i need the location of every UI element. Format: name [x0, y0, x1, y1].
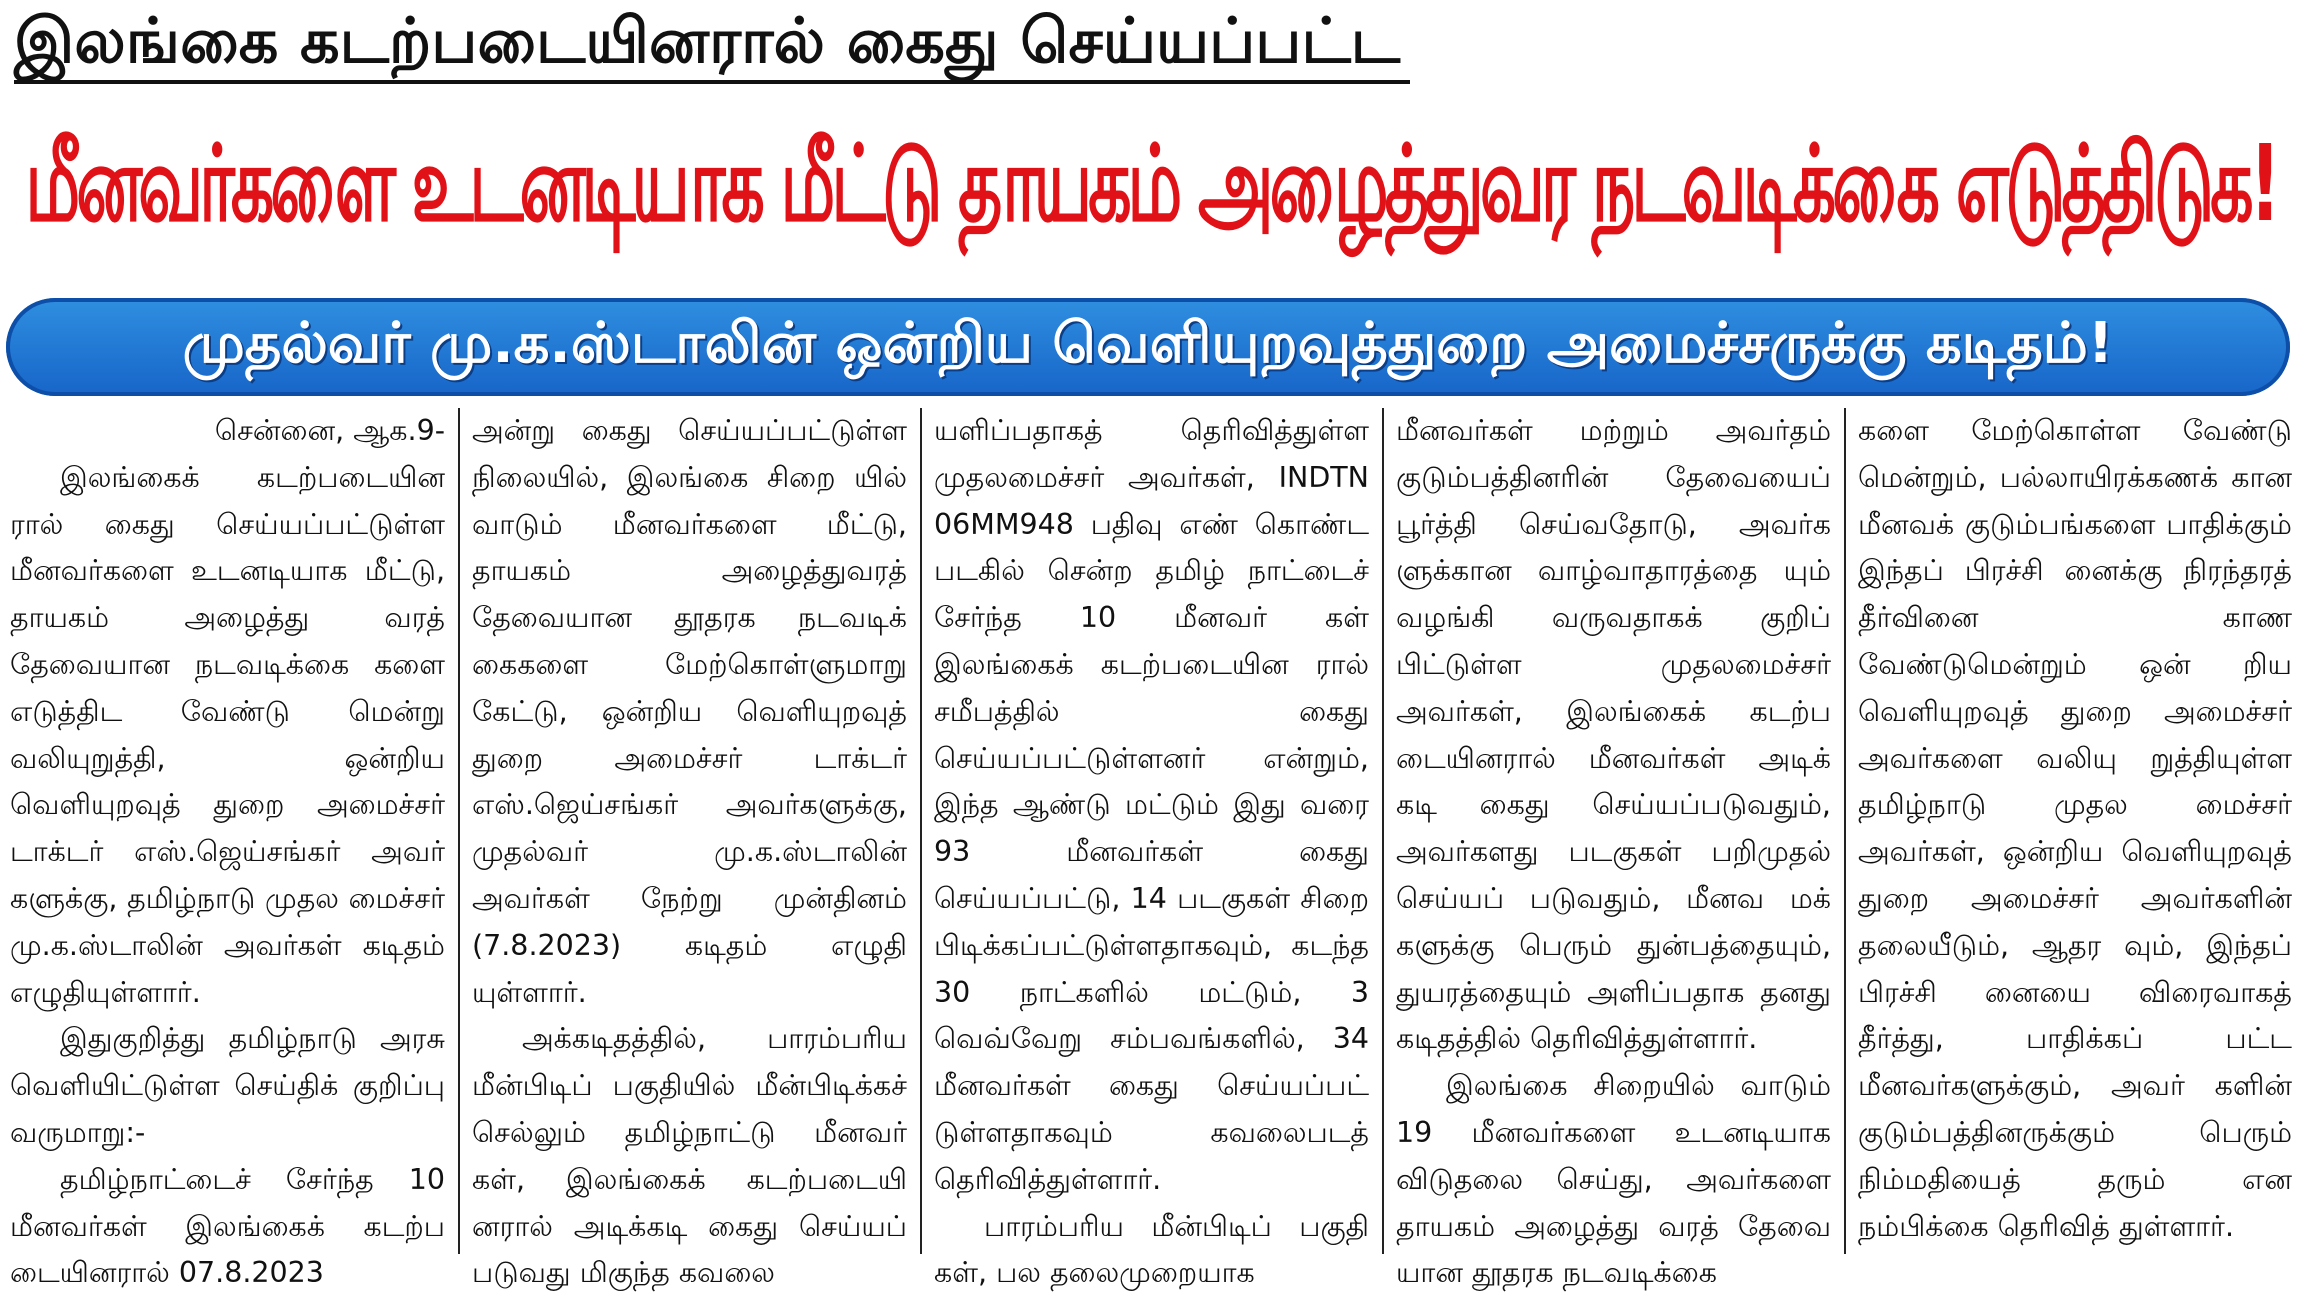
paragraph: அன்று கைது செய்யப்பட்டுள்ள நிலையில், இலங்கை சிறை யில் வாடும் மீனவர்களை மீட்டு, தாயகம் அழைத்துவரத் தேவையான தூதரக நடவடிக் கைகளை மேற்கொள்ளுமாறு கேட்டு, ஒன்றிய வெளியுறவுத் துறை அமைச்சர் டாக்டர் எஸ்.ஜெய்சங்கர் அவர்களுக்கு, முதல்வர் மு.க.ஸ்டாலின் அவர்கள் நேற்று முன்தினம் (7.8.2023) கடிதம் எழுதி யுள்ளார்.: [472, 414, 907, 1009]
headline-text: மீனவர்களை உடனடியாக மீட்டு தாயகம் அழைத்துவர நடவடிக்கை எடுத்திடுக!: [25, 123, 2277, 247]
article-column-3: [924, 408, 1379, 1290]
column-divider: [1382, 408, 1384, 1254]
paragraph: களை மேற்கொள்ள வேண்டு மென்றும், பல்லாயிரக்கணக் கான மீனவக் குடும்பங்களை பாதிக்கும் இந்தப் பிரச்சி னைக்கு நிரந்தரத் தீர்வினை காண வேண்டுமென்றும் ஒன் றிய வெளியுறவுத் துறை அமைச்சர் அவர்களை வலியு றுத்தியுள்ள தமிழ்நாடு முதல மைச்சர் அவர்கள், ஒன்றிய வெளியுறவுத் துறை அமைச்சர் அவர்களின் தலையீடும், ஆதர வும், இந்தப் பிரச்சி னையை விரைவாகத் தீர்த்து, பாதிக்கப் பட்ட மீனவர்களுக்கும், அவர் களின் குடும்பத்தினருக்கும் பெரும் நிம்மதியைத் தரும் என நம்பிக்கை தெரிவித் துள்ளார்.: [1858, 414, 2292, 1243]
article-column-4: [1386, 408, 1841, 1290]
subheadline-banner: [6, 298, 2290, 396]
paragraph: இலங்கைக் கடற்படையின ரால் கைது செய்யப்பட்டுள்ள மீனவர்களை உடனடியாக மீட்டு, தாயகம் அழைத்து வரத் தேவையான நடவடிக்கை களை எடுத்திட வேண்டு மென்று வலியுறுத்தி, ஒன்றிய வெளியுறவுத் துறை அமைச்சர் டாக்டர் எஸ்.ஜெய்சங்கர் அவர் களுக்கு, தமிழ்நாடு முதல மைச்சர் மு.க.ஸ்டாலின் அவர்கள் கடிதம் எழுதியுள்ளார்.: [10, 460, 445, 1009]
paragraph: யளிப்பதாகத் தெரிவித்துள்ள முதலமைச்சர் அவர்கள், INDTN 06MM948 பதிவு எண் கொண்ட படகில் சென்ற தமிழ் நாட்டைச் சேர்ந்த 10 மீனவர் கள் இலங்கைக் கடற்படையின ரால் சமீபத்தில் கைது செய்யப்பட்டுள்ளனர் என்றும், இந்த ஆண்டு மட்டும் இது வரை 93 மீனவர்கள் கைது செய்யப்பட்டு, 14 படகுகள் சிறை பிடிக்கப்பட்டுள்ளதாகவும், கடந்த 30 நாட்களில் மட்டும், 3 வெவ்வேறு சம்பவங்களில், 34 மீனவர்கள் கைது செய்யப்பட் டுள்ளதாகவும் கவலைபடத் தெரிவித்துள்ளார்.: [934, 414, 1369, 1196]
paragraph: இலங்கை சிறையில் வாடும் 19 மீனவர்களை உடனடியாக விடுதலை செய்து, அவர்களை தாயகம் அழைத்து வரத் தேவை யான தூதரக நடவடிக்கை: [1396, 1069, 1831, 1290]
column-divider: [920, 408, 922, 1254]
article-column-2: [462, 408, 917, 1290]
column-divider: [458, 408, 460, 1254]
paragraph: தமிழ்நாட்டைச் சேர்ந்த 10 மீனவர்கள் இலங்கைக் கடற்ப டையினரால் 07.8.2023: [10, 1162, 445, 1290]
headline: [0, 92, 2302, 292]
article-column-5: [1848, 408, 2302, 1254]
column-divider: [1844, 408, 1846, 1254]
article-column-1: [0, 408, 455, 1290]
dateline: சென்னை, ஆக.9-: [214, 414, 445, 447]
paragraph: அக்கடிதத்தில், பாரம்பரிய மீன்பிடிப் பகுதியில் மீன்பிடிக்கச் செல்லும் தமிழ்நாட்டு மீனவர் கள், இலங்கைக் கடற்படையி னரால் அடிக்கடி கைது செய்யப் படுவது மிகுந்த கவலை: [472, 1022, 907, 1290]
article-body: [0, 408, 2302, 1290]
kicker-heading: இலங்கை கடற்படையினரால் கைது செய்யப்பட்ட: [14, 2, 1410, 84]
paragraph: மீனவர்கள் மற்றும் அவர்தம் குடும்பத்தினரின் தேவையைப் பூர்த்தி செய்வதோடு, அவர்க ளுக்கான வாழ்வாதாரத்தை யும் வழங்கி வருவதாகக் குறிப் பிட்டுள்ள முதலமைச்சர் அவர்கள், இலங்கைக் கடற்ப டையினரால் மீனவர்கள் அடிக் கடி கைது செய்யப்படுவதும், அவர்களது படகுகள் பறிமுதல் செய்யப் படுவதும், மீனவ மக் களுக்கு பெரும் துன்பத்தையும், துயரத்தையும் அளிப்பதாக தனது கடிதத்தில் தெரிவித்துள்ளார்.: [1396, 414, 1831, 1056]
paragraph: பாரம்பரிய மீன்பிடிப் பகுதி கள், பல தலைமுறையாக: [934, 1209, 1369, 1290]
subheadline-text: முதல்வர் மு.க.ஸ்டாலின் ஒன்றிய வெளியுறவுத்துறை அமைச்சருக்கு கடிதம்!: [182, 311, 2114, 376]
paragraph: இதுகுறித்து தமிழ்நாடு அரசு வெளியிட்டுள்ள செய்திக் குறிப்பு வருமாறு:-: [10, 1022, 445, 1149]
